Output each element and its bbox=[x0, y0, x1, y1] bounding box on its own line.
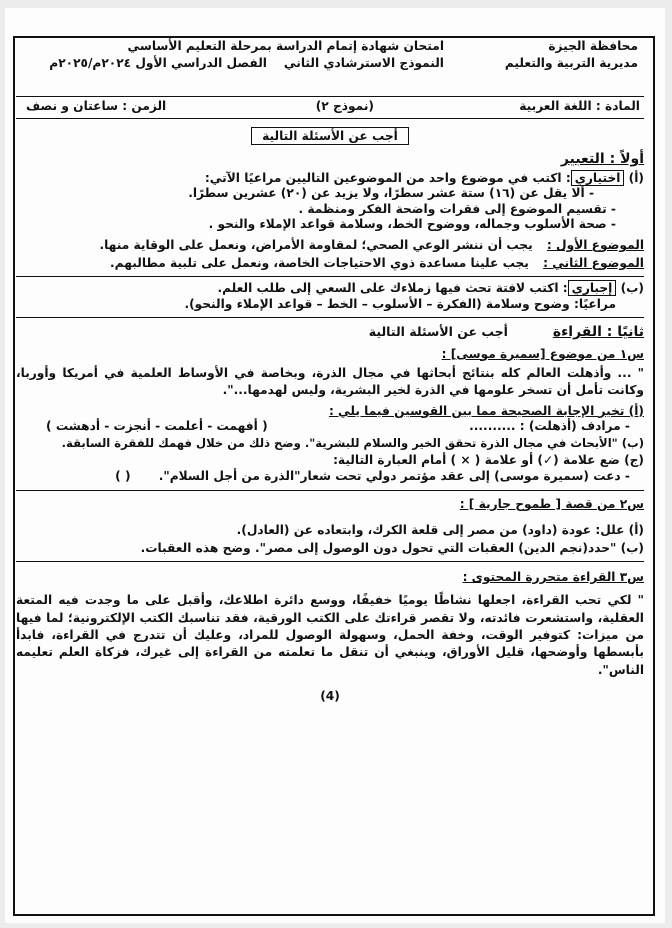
rule-3: - صحة الأسلوب وجماله، ووضوح الخط، وسلامة قواعد الإملاء والنحو . bbox=[208, 217, 616, 232]
model-line: النموذج الاسترشادي الثاني الفصل الدراسي الأول ٢٠٢٤م/٢٠٢٥م bbox=[49, 56, 444, 71]
q2-a: (أ) علل: عودة (داود) من مصر إلى قلعة الكرك، وابتعاده عن (العادل). bbox=[236, 523, 644, 538]
q1-title: س١ من موضوع [سميرة موسى] : bbox=[441, 346, 644, 361]
topic-1: الموضوع الأول : يجب أن ننشر الوعي الصحي؛ لمقاومة الأمراض، ونعمل على الوقاية منها. bbox=[99, 238, 644, 253]
expression-a: (أ) اختياري: اكتب في موضوع واحد من الموضوعين التاليين مراعيًا الآتي: bbox=[204, 170, 644, 185]
subject-row bbox=[16, 96, 644, 119]
rule-1: - ألا يقل عن (١٦) ستة عشر سطرًا، ولا يزيد عن (٢٠) عشرين سطرًا. bbox=[188, 186, 594, 201]
q1-passage: " ... وأذهلت العالم كله بنتائج أبحاثها في مجال الذرة، وبخاصة في الأوساط العلمية في أمريكا وأوربا، وكانت تأمل أن تسخر علومها في الذرة لخير البشرية، وليس لهدمها...". bbox=[16, 365, 644, 398]
q2-b: (ب) "حدد(نجم الدين) العقبات التي تحول دون الوصول إلى مصر". وضح هذه العقبات. bbox=[140, 540, 644, 555]
expression-heading: أولاً : التعبير bbox=[560, 151, 644, 168]
q1-c: (ج) ضع علامة (✓) أو علامة ( × ) أمام العبارة التالية: bbox=[333, 453, 644, 468]
instructions-box bbox=[16, 127, 644, 145]
directorate: مديرية التربية والتعليم bbox=[504, 56, 638, 71]
exam-page bbox=[16, 36, 644, 703]
q1-a-row bbox=[16, 419, 644, 433]
q3-title: س٣ القراءة متحررة المحتوى : bbox=[462, 570, 644, 584]
mandatory-tag: إجباري bbox=[568, 280, 617, 296]
header-left bbox=[49, 38, 444, 73]
q1-a: (أ) تخير الإجابة الصحيحة مما بين القوسين فيما يلي : bbox=[328, 403, 644, 418]
model-number: (نموذج ٢) bbox=[315, 99, 374, 113]
expression-b-note: مراعيًا: وضوح وسلامة (الفكرة – الأسلوب – الخط – قواعد الإملاء والنحو). bbox=[184, 296, 616, 311]
q1-c-item: - دعت (سميرة موسى) إلى عقد مؤتمر دولي تحت شعار"الذرة من أجل السلام". bbox=[158, 469, 630, 484]
exam-time: الزمن : ساعتان و نصف bbox=[26, 99, 167, 113]
q1-b: (ب) "الأبحاث في مجال الذرة تحقق الخير والسلام للبشرية". وضح ذلك من خلال فهمك للفقرة السابقة. bbox=[61, 436, 644, 451]
q1-c-row bbox=[16, 469, 644, 483]
q1-c-blank[interactable]: ( ) bbox=[115, 469, 131, 484]
q1-a-item: - مرادف (أذهلت) : .......... bbox=[469, 418, 630, 433]
rule-2: - تقسيم الموضوع إلى فقرات واضحة الفكر ومنظمة . bbox=[298, 201, 616, 216]
divider bbox=[16, 317, 644, 318]
topic-2: الموضوع الثاني : يجب علينا مساعدة ذوي الاحتياجات الخاصة، ونعمل على تلبية مطالبهم. bbox=[110, 255, 644, 270]
page-number: (4) bbox=[320, 689, 340, 704]
header-right bbox=[505, 38, 638, 73]
divider bbox=[16, 490, 644, 491]
exam-header bbox=[16, 36, 644, 94]
governorate: محافظة الجيزة bbox=[548, 39, 638, 53]
divider bbox=[16, 561, 644, 562]
q3-passage: " لكي تحب القراءة، اجعلها نشاطًا يوميًا خفيفًا، ووسع دائرة اطلاعك، وأقبل على ما وجدت فيه المتعة العقلية، واستشعرت فائدته، ولا تقصر قراءتك على الكتب الورقية، فقد تناسبك الكتب الإلكترونية؛ لما فيها من ميزات: كتوفير الوقت، وخفة الحمل، وسهولة الوصول للمراد، وعليك أن تتدرج في القراءة، فابدأ بأبسطها وأوضحها، قليل الأوراق، وينبغي أن تنقل ما تعلمته من القراءة إلى غيرك، فزكاة العلم تعليمه الناس". bbox=[16, 593, 644, 677]
subject: المادة : اللغة العربية bbox=[519, 99, 640, 113]
expression-b: (ب) إجباري: اكتب لافتة تحث فيها زملاءك على السعي إلى طلب العلم. bbox=[217, 281, 644, 296]
optional-tag: اختياري bbox=[571, 170, 625, 186]
reading-heading: ثانيًا : القراءة أجب عن الأسئلة التالية bbox=[368, 324, 644, 341]
q2-title: س٢ من قصة [ طموح جارية ] : bbox=[459, 496, 644, 511]
instructions: أجب عن الأسئلة التالية bbox=[251, 127, 409, 145]
q1-a-options: ( أفهمت - أعلمت - أنجزت - أدهشت ) bbox=[46, 418, 268, 433]
divider bbox=[16, 276, 644, 277]
exam-title: امتحان شهادة إتمام الدراسة بمرحلة التعليم الأساسي bbox=[127, 39, 444, 53]
